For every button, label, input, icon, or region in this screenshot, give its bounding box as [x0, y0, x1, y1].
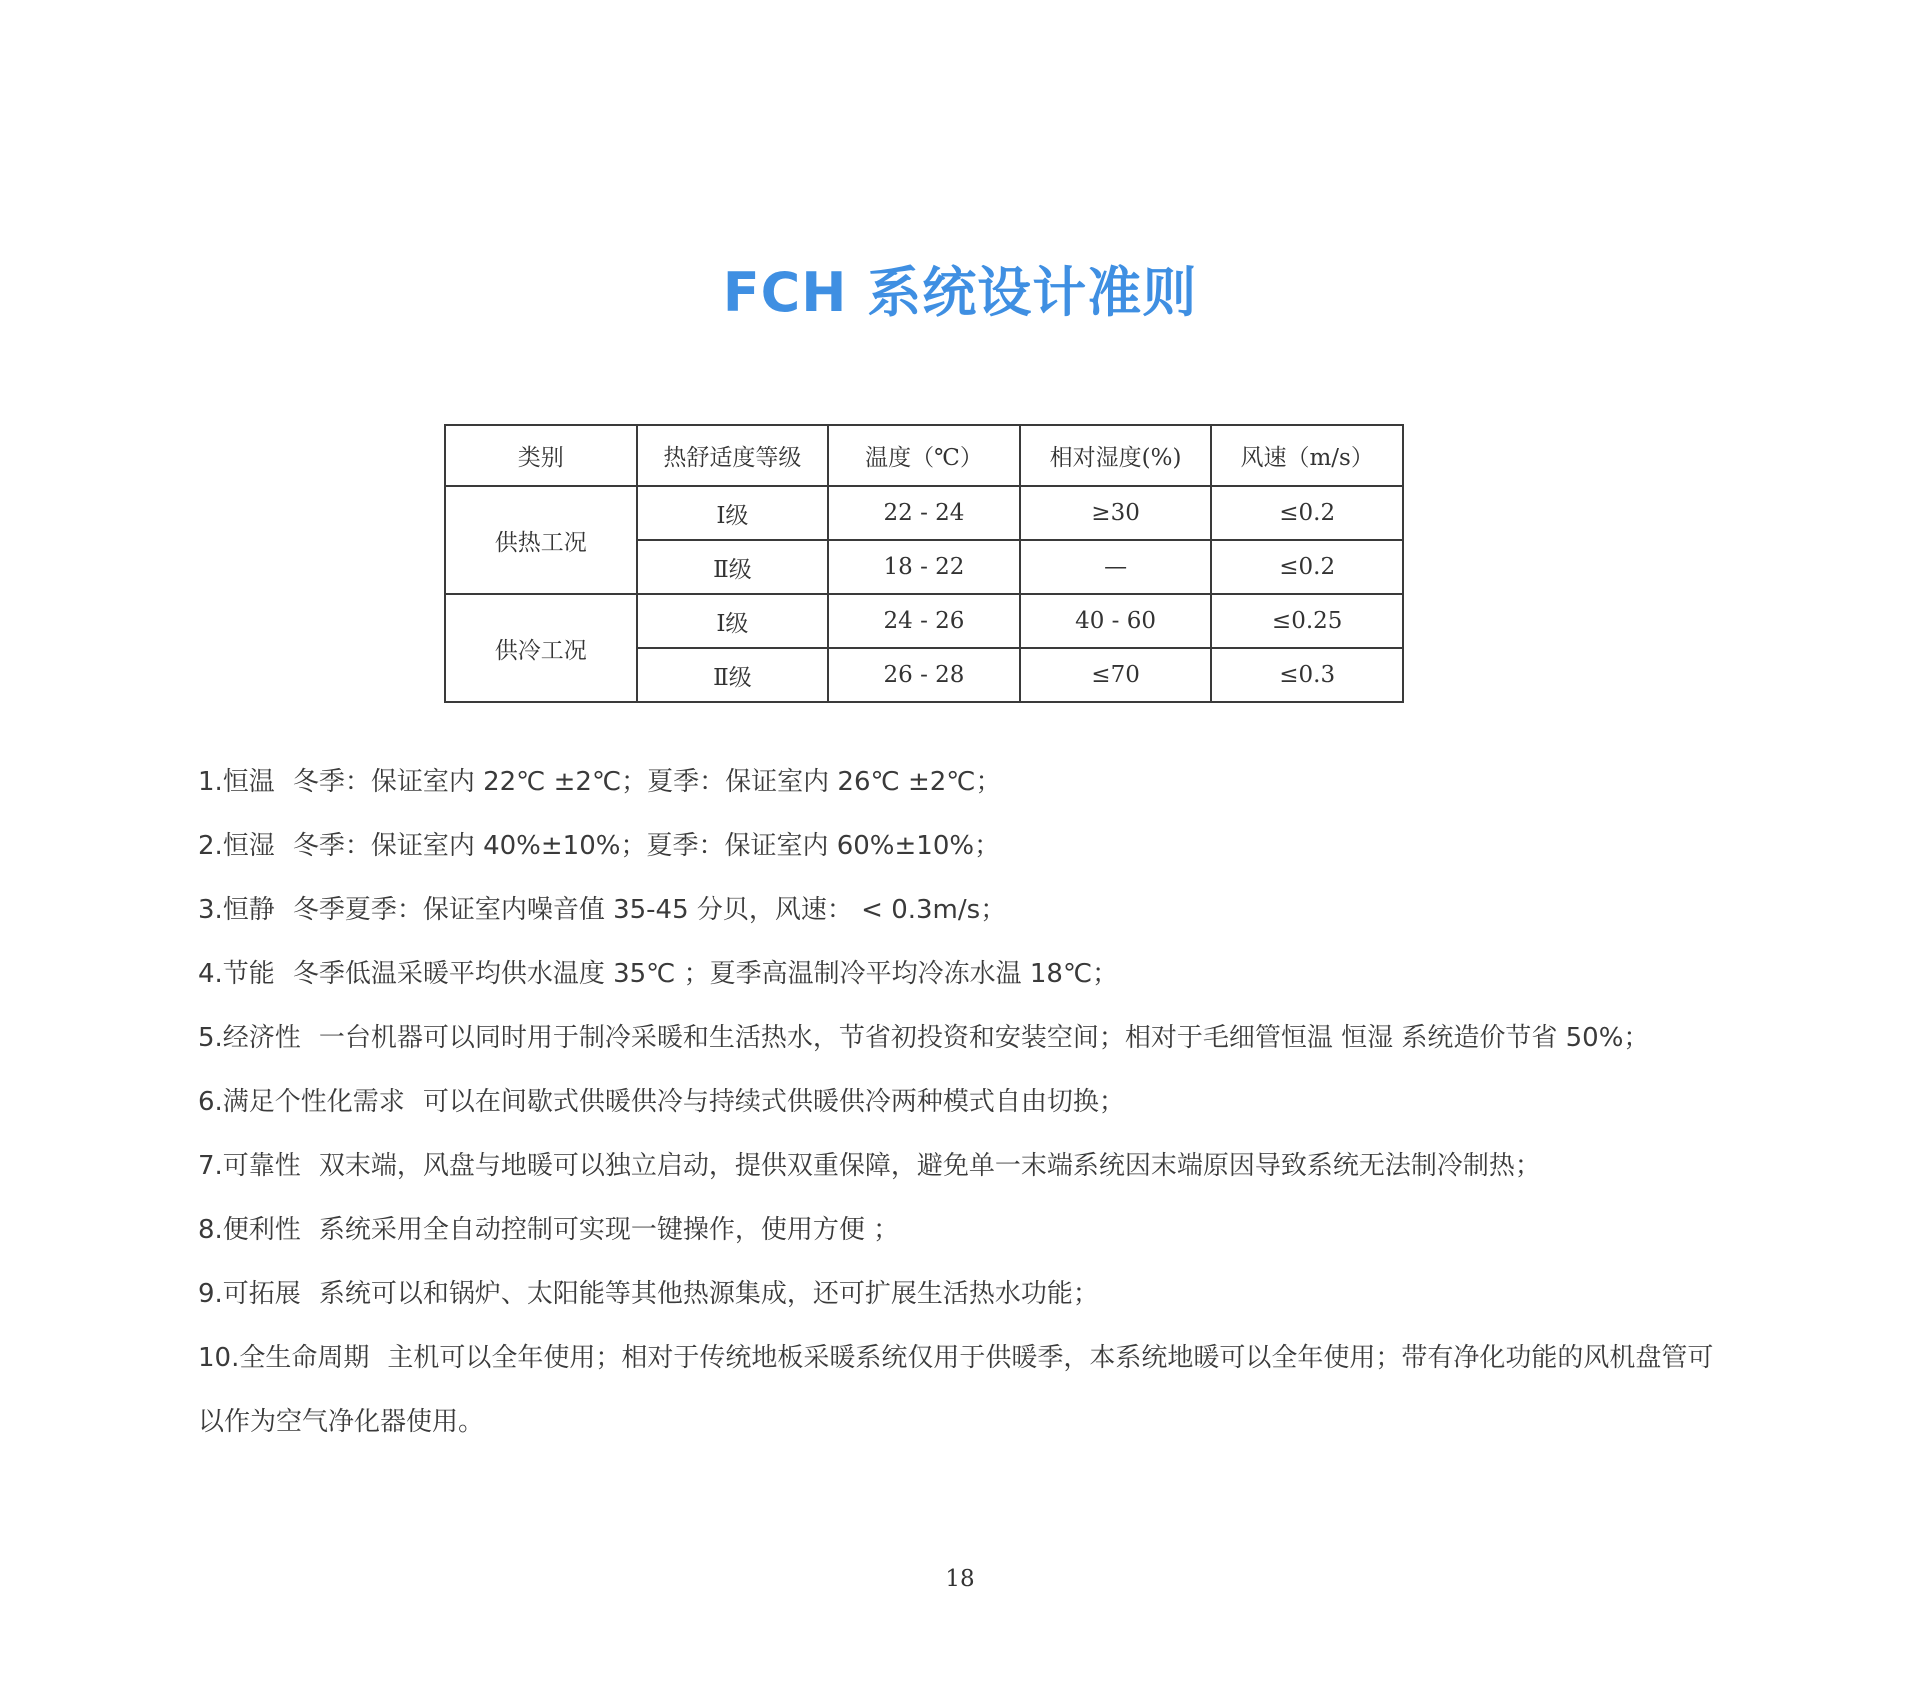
header-temperature: 温度（℃）: [828, 425, 1020, 486]
temperature-cell: 24 - 26: [828, 594, 1020, 648]
category-cell: 供热工况: [445, 486, 637, 594]
rule-text: 可以在间歇式供暖供冷与持续式供暖供冷两种模式自由切换；: [422, 1087, 1125, 1117]
page-number: 18: [945, 1566, 975, 1592]
list-item: [198, 750, 1728, 814]
header-wind-speed: 风速（m/s）: [1211, 425, 1403, 486]
temperature-cell: 22 - 24: [828, 486, 1020, 540]
temperature-cell: 26 - 28: [828, 648, 1020, 702]
list-item: [198, 1006, 1728, 1070]
rule-text: 主机可以全年使用；相对于传统地板采暖系统仅用于供暖季，本系统地暖可以全年使用；带有净化功能的风机盘管可以作为空气净化器使用。: [198, 1343, 1714, 1437]
rule-label: 10.全生命周期: [198, 1343, 370, 1373]
comfort-level-table: [444, 424, 1404, 703]
list-item: [198, 814, 1728, 878]
list-item: [198, 1262, 1728, 1326]
rule-text: 冬季夏季：保证室内噪音值 35-45 分贝，风速： < 0.3m/s；: [292, 895, 1007, 925]
humidity-cell: ≥30: [1020, 486, 1212, 540]
list-item: [198, 878, 1728, 942]
table-header-row: [445, 425, 1403, 486]
design-rules-list: [198, 750, 1728, 1454]
header-humidity: 相对湿度(%): [1020, 425, 1212, 486]
rule-text: 双末端，风盘与地暖可以独立启动，提供双重保障，避免单一末端系统因末端原因导致系统无法制冷制热；: [318, 1151, 1541, 1181]
rule-label: 7.可靠性: [198, 1151, 301, 1181]
rule-label: 9.可拓展: [198, 1279, 301, 1309]
wind-speed-cell: ≤0.2: [1211, 540, 1403, 594]
rule-label: 8.便利性: [198, 1215, 301, 1245]
rule-text: 系统可以和锅炉、太阳能等其他热源集成，还可扩展生活热水功能；: [318, 1279, 1099, 1309]
level-cell: Ⅰ级: [637, 486, 829, 540]
rule-label: 2.恒湿: [198, 831, 275, 861]
category-cell: 供冷工况: [445, 594, 637, 702]
rule-text: 冬季：保证室内 22℃ ±2℃；夏季：保证室内 26℃ ±2℃；: [292, 767, 1002, 797]
level-cell: Ⅰ级: [637, 594, 829, 648]
list-item: [198, 1198, 1728, 1262]
level-cell: Ⅱ级: [637, 648, 829, 702]
list-item: [198, 1326, 1728, 1454]
rule-label: 5.经济性: [198, 1023, 301, 1053]
table-row: [445, 486, 1403, 540]
rule-text: 冬季低温采暖平均供水温度 35℃ ；夏季高温制冷平均冷冻水温 18℃；: [292, 959, 1119, 989]
header-comfort-level: 热舒适度等级: [637, 425, 829, 486]
rule-text: 冬季：保证室内 40%±10%；夏季：保证室内 60%±10%；: [292, 831, 1001, 861]
wind-speed-cell: ≤0.2: [1211, 486, 1403, 540]
wind-speed-cell: ≤0.3: [1211, 648, 1403, 702]
rule-label: 4.节能: [198, 959, 275, 989]
temperature-cell: 18 - 22: [828, 540, 1020, 594]
list-item: [198, 1134, 1728, 1198]
wind-speed-cell: ≤0.25: [1211, 594, 1403, 648]
rule-label: 1.恒温: [198, 767, 275, 797]
table-row: [445, 594, 1403, 648]
page-title: FCH 系统设计准则: [722, 261, 1198, 324]
header-category: 类别: [445, 425, 637, 486]
rule-text: 系统采用全自动控制可实现一键操作，使用方便 ；: [318, 1215, 900, 1245]
humidity-cell: —: [1020, 540, 1212, 594]
rule-text: 一台机器可以同时用于制冷采暖和生活热水，节省初投资和安装空间；相对于毛细管恒温 恒湿 系统造价节省 50%；: [318, 1023, 1650, 1053]
level-cell: Ⅱ级: [637, 540, 829, 594]
list-item: [198, 942, 1728, 1006]
rule-label: 3.恒静: [198, 895, 275, 925]
list-item: [198, 1070, 1728, 1134]
humidity-cell: 40 - 60: [1020, 594, 1212, 648]
rule-label: 6.满足个性化需求: [198, 1087, 405, 1117]
humidity-cell: ≤70: [1020, 648, 1212, 702]
